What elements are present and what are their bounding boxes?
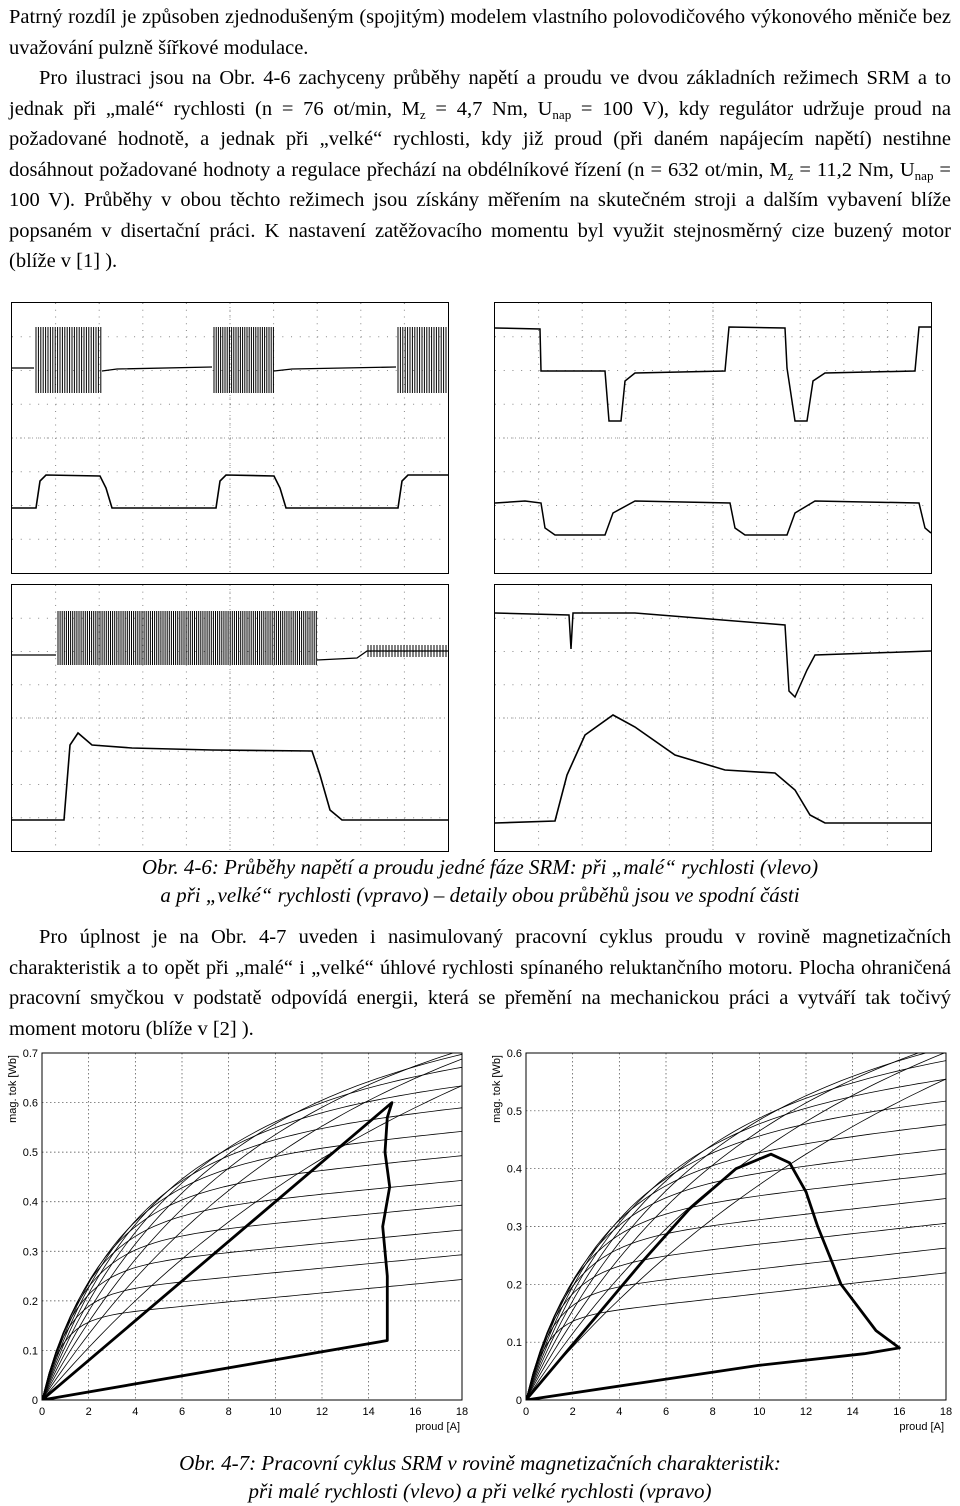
figure-caption-4-7: Obr. 4-7: Pracovní cyklus SRM v rovině magnetizačních charakteristik: při malé rychlosti (vlevo) a při velké rychlosti (vpravo) <box>179 1451 781 1503</box>
x-tick-label: 16 <box>409 1406 422 1418</box>
scope-low-speed-detail <box>11 584 449 852</box>
x-axis-label: proud [A] <box>899 1421 944 1433</box>
magnetization-plot-high-speed <box>484 1045 954 1450</box>
x-tick-label: 4 <box>132 1406 139 1418</box>
scope-high-speed-voltage <box>494 302 932 574</box>
x-tick-label: 16 <box>893 1406 906 1418</box>
intro-paragraph <box>9 2 951 277</box>
x-tick-label: 2 <box>85 1406 92 1418</box>
y-tick-label: 0.6 <box>22 1097 38 1110</box>
scope-high-speed-detail <box>494 584 932 852</box>
y-tick-label: 0.4 <box>22 1196 38 1209</box>
magnetization-curves <box>526 1045 946 1400</box>
x-tick-label: 14 <box>846 1406 859 1418</box>
y-tick-label: 0.1 <box>22 1345 38 1358</box>
x-tick-label: 8 <box>225 1406 232 1418</box>
y-tick-label: 0.7 <box>22 1048 38 1060</box>
y-tick-label: 0.3 <box>22 1246 38 1259</box>
x-tick-label: 18 <box>939 1406 953 1418</box>
x-tick-label: 18 <box>455 1406 469 1418</box>
x-tick-label: 10 <box>269 1406 282 1418</box>
paragraph-1: Patrný rozdíl je způsoben zjednodušeným (spojitým) modelem vlastního polovodičového výkonového měniče bez uvažování pulzně šířkové modulace. <box>9 6 951 59</box>
magnetization-plot-low-speed <box>0 1045 470 1450</box>
y-tick-label: 0.4 <box>506 1163 522 1176</box>
x-tick-label: 10 <box>753 1406 766 1418</box>
x-tick-label: 12 <box>315 1406 329 1418</box>
x-tick-label: 12 <box>799 1406 813 1418</box>
y-tick-label: 0.5 <box>506 1105 522 1118</box>
figure-caption-4-6: Obr. 4-6: Průběhy napětí a proudu jedné fáze SRM: při „malé“ rychlosti (vlevo) a při „velké“ rychlosti (vpravo) – detaily obou průběhů jsou ve spodní části <box>141 855 819 907</box>
y-tick-label: 0.2 <box>506 1279 522 1292</box>
x-tick-label: 8 <box>709 1406 716 1418</box>
paragraph-3: Pro úplnost je na Obr. 4-7 uveden i nasimulovaný pracovní cyklus proudu v rovině magnetizačních charakteristik a to opět při „malé“ i „velké“ úhlové rychlosti spínaného reluktančního motoru. Plocha ohraničená pracovní smyčkou v podstatě odpovídá energii, která se přemění na mechanickou práci a vytváří tak točivý moment motoru (blíže v [2] ). <box>9 926 951 1040</box>
y-tick-label: 0.6 <box>506 1048 522 1060</box>
x-tick-label: 2 <box>569 1406 576 1418</box>
x-axis-label: proud [A] <box>415 1421 460 1433</box>
y-tick-label: 0.5 <box>22 1147 38 1160</box>
y-tick-label: 0.1 <box>506 1337 522 1350</box>
y-tick-label: 0.2 <box>22 1295 38 1308</box>
x-tick-label: 0 <box>38 1406 46 1418</box>
x-tick-label: 6 <box>178 1406 186 1418</box>
y-tick-label: 0 <box>31 1395 38 1407</box>
scope-low-speed-voltage <box>11 302 449 574</box>
x-tick-label: 4 <box>616 1406 623 1418</box>
y-tick-label: 0.3 <box>506 1221 522 1234</box>
y-axis-label: mag. tok [Wb] <box>491 1055 503 1123</box>
x-tick-label: 0 <box>522 1406 530 1418</box>
x-tick-label: 14 <box>362 1406 375 1418</box>
y-tick-label: 0 <box>515 1395 522 1407</box>
y-axis-label: mag. tok [Wb] <box>7 1055 19 1123</box>
x-tick-label: 6 <box>662 1406 670 1418</box>
paragraph-2: Pro ilustraci jsou na Obr. 4-6 zachyceny průběhy napětí a proudu ve dvou základních režimech SRM a to jednak při „malé“ rychlosti (n = 76 ot/min, $M_z = 4,7$ Nm, $U_{nap} = 100$ V), kdy regulátor udržuje proud na požadované hodnotě, a jednak při „velké“ rychlosti, kdy již proud (při daném napájecím napětí) nestihne dosáhnout požadované hodnoty a regulace přechází na obdélníkové řízení (n = 632 ot/min, $M_z = 11,2$ Nm, $U_{nap} = 100$ V). Průběhy v obou těchto režimech jsou získány měřením na skutečném stroji a dalším vybavení blíže popsaném v disertační práci. K nastavení zatěžovacího momentu byl využit stejnosměrný cize buzený motor (blíže v [1] ). <box>9 67 951 272</box>
